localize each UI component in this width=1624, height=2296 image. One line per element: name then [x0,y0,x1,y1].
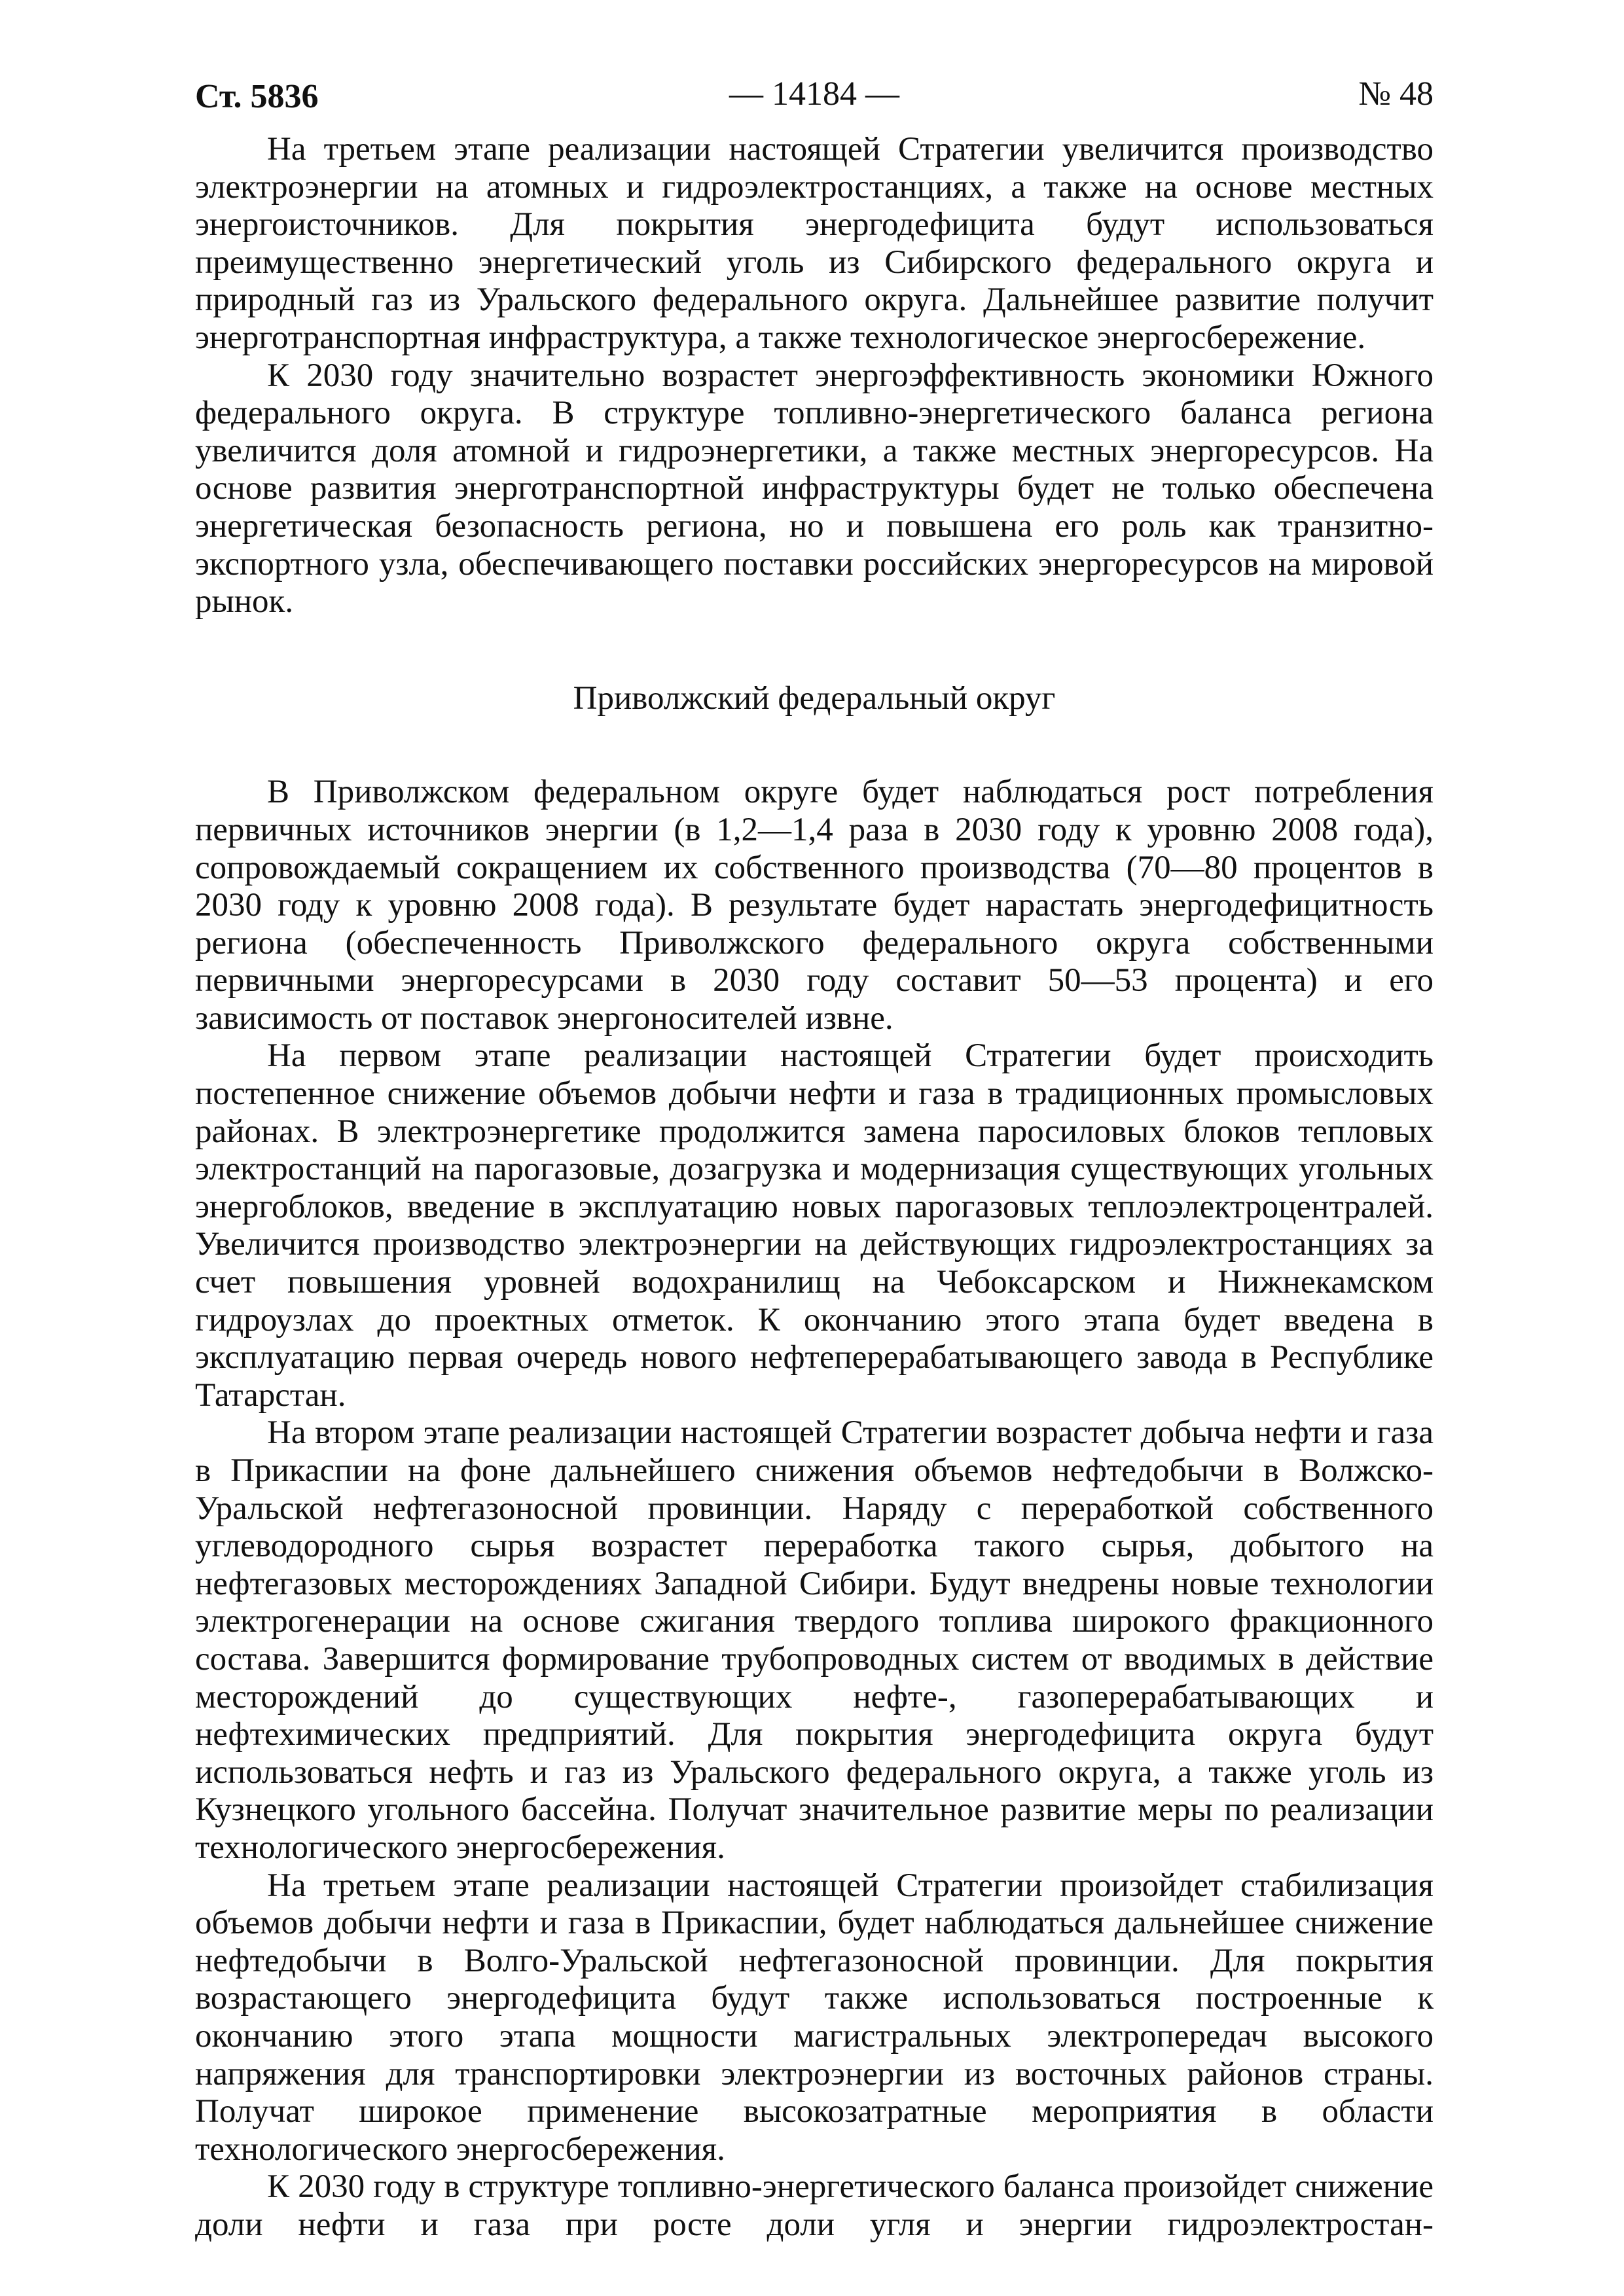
document-body [195,131,1434,2244]
article-number: Ст. 5836 [195,78,319,115]
page-header [195,65,1434,131]
paragraph: На первом этапе реализации настоящей Стратегии будет происходить постепенное снижение объемов добычи нефти и газа в традиционных промысловых районах. В электроэнергетике продолжится замена паросиловых блоков тепловых электростанций на парогазовые, дозагрузка и модернизация существующих угольных энергоблоков, введение в эксплуатацию новых парогазовых теплоэлектроцентралей. Увеличится производство электроэнергии на действующих гидроэлектростанциях за счет повышения уровней водохранилищ на Чебоксарском и Нижнекамском гидроузлах до проектных отметок. К окончанию этого этапа будет введена в эксплуатацию первая очередь нового нефтеперерабатывающего завода в Республике Татарстан. [195,1037,1434,1414]
paragraph: К 2030 году в структуре топливно-энергетического баланса произойдет снижение доли нефти и газа при росте доли угля и энергии гидроэлектростан- [195,2168,1434,2243]
paragraph: На втором этапе реализации настоящей Стратегии возрастет добыча нефти и газа в Прикаспии на фоне дальнейшего снижения объемов нефтедобычи в Волжско-Уральской нефтегазоносной провинции. Наряду с переработкой собственного углеводородного сырья возрастет переработка такого сырья, добытого на нефтегазовых месторождениях Западной Сибири. Будут внедрены новые технологии электрогенерации на основе сжигания твердого топлива широкого фракционного состава. Завершится формирование трубопроводных систем от вводимых в действие месторождений до существующих нефте-, газоперерабатывающих и нефтехимических предприятий. Для покрытия энергодефицита округа будут использоваться нефть и газ из Уральского федерального округа, а также уголь из Кузнецкого угольного бассейна. Получат значительное развитие меры по реализации технологического энергосбережения. [195,1414,1434,1866]
document-page [195,65,1434,2244]
section-heading: Приволжский федеральный округ [573,679,1056,717]
paragraph: На третьем этапе реализации настоящей Стратегии увеличится производство электроэнергии на атомных и гидроэлектростанциях, а также на основе местных энергоисточников. Для покрытия энергодефицита будут использоваться преимущественно энергетический уголь из Сибирского федерального округа и природный газ из Уральского федерального округа. Дальнейшее развитие получит энерготранспортная инфраструктура, а также технологическое энергосбережение. [195,131,1434,356]
paragraph: К 2030 году значительно возрастет энергоэффективность экономики Южного федерального округа. В структуре топливно-энергетического баланса региона увеличится доля атомной и гидроэнергетики, а также местных энергоресурсов. На основе развития энерготранспортной инфраструктуры будет не только обеспечена энергетическая безопасность региона, но и повышена его роль как транзитно-экспортного узла, обеспечивающего поставки российских энергоресурсов на мировой рынок. [195,357,1434,620]
issue-number: № 48 [1358,75,1434,113]
paragraph: На третьем этапе реализации настоящей Стратегии произойдет стабилизация объемов добычи нефти и газа в Прикаспии, будет наблюдаться дальнейшее снижение нефтедобычи в Волго-Уральской нефтегазоносной провинции. Для покрытия возрастающего энергодефицита будут также использоваться построенные к окончанию этого этапа мощности магистральных электропередач высокого напряжения для транспортировки электроэнергии из восточных районов страны. Получат широкое применение высокозатратные мероприятия в области технологического энергосбережения. [195,1867,1434,2168]
page-number: — 14184 — [729,75,899,113]
paragraph: В Приволжском федеральном округе будет наблюдаться рост потребления первичных источников энергии (в 1,2—1,4 раза в 2030 году к уровню 2008 года), сопровождаемый сокращением их собственного производства (70—80 процентов в 2030 году к уровню 2008 года). В результате будет нарастать энергодефицитность региона (обеспеченность Приволжского федерального округа собственными первичными энергоресурсами в 2030 году составит 50—53 процента) и его зависимость от поставок энергоносителей извне. [195,774,1434,1037]
